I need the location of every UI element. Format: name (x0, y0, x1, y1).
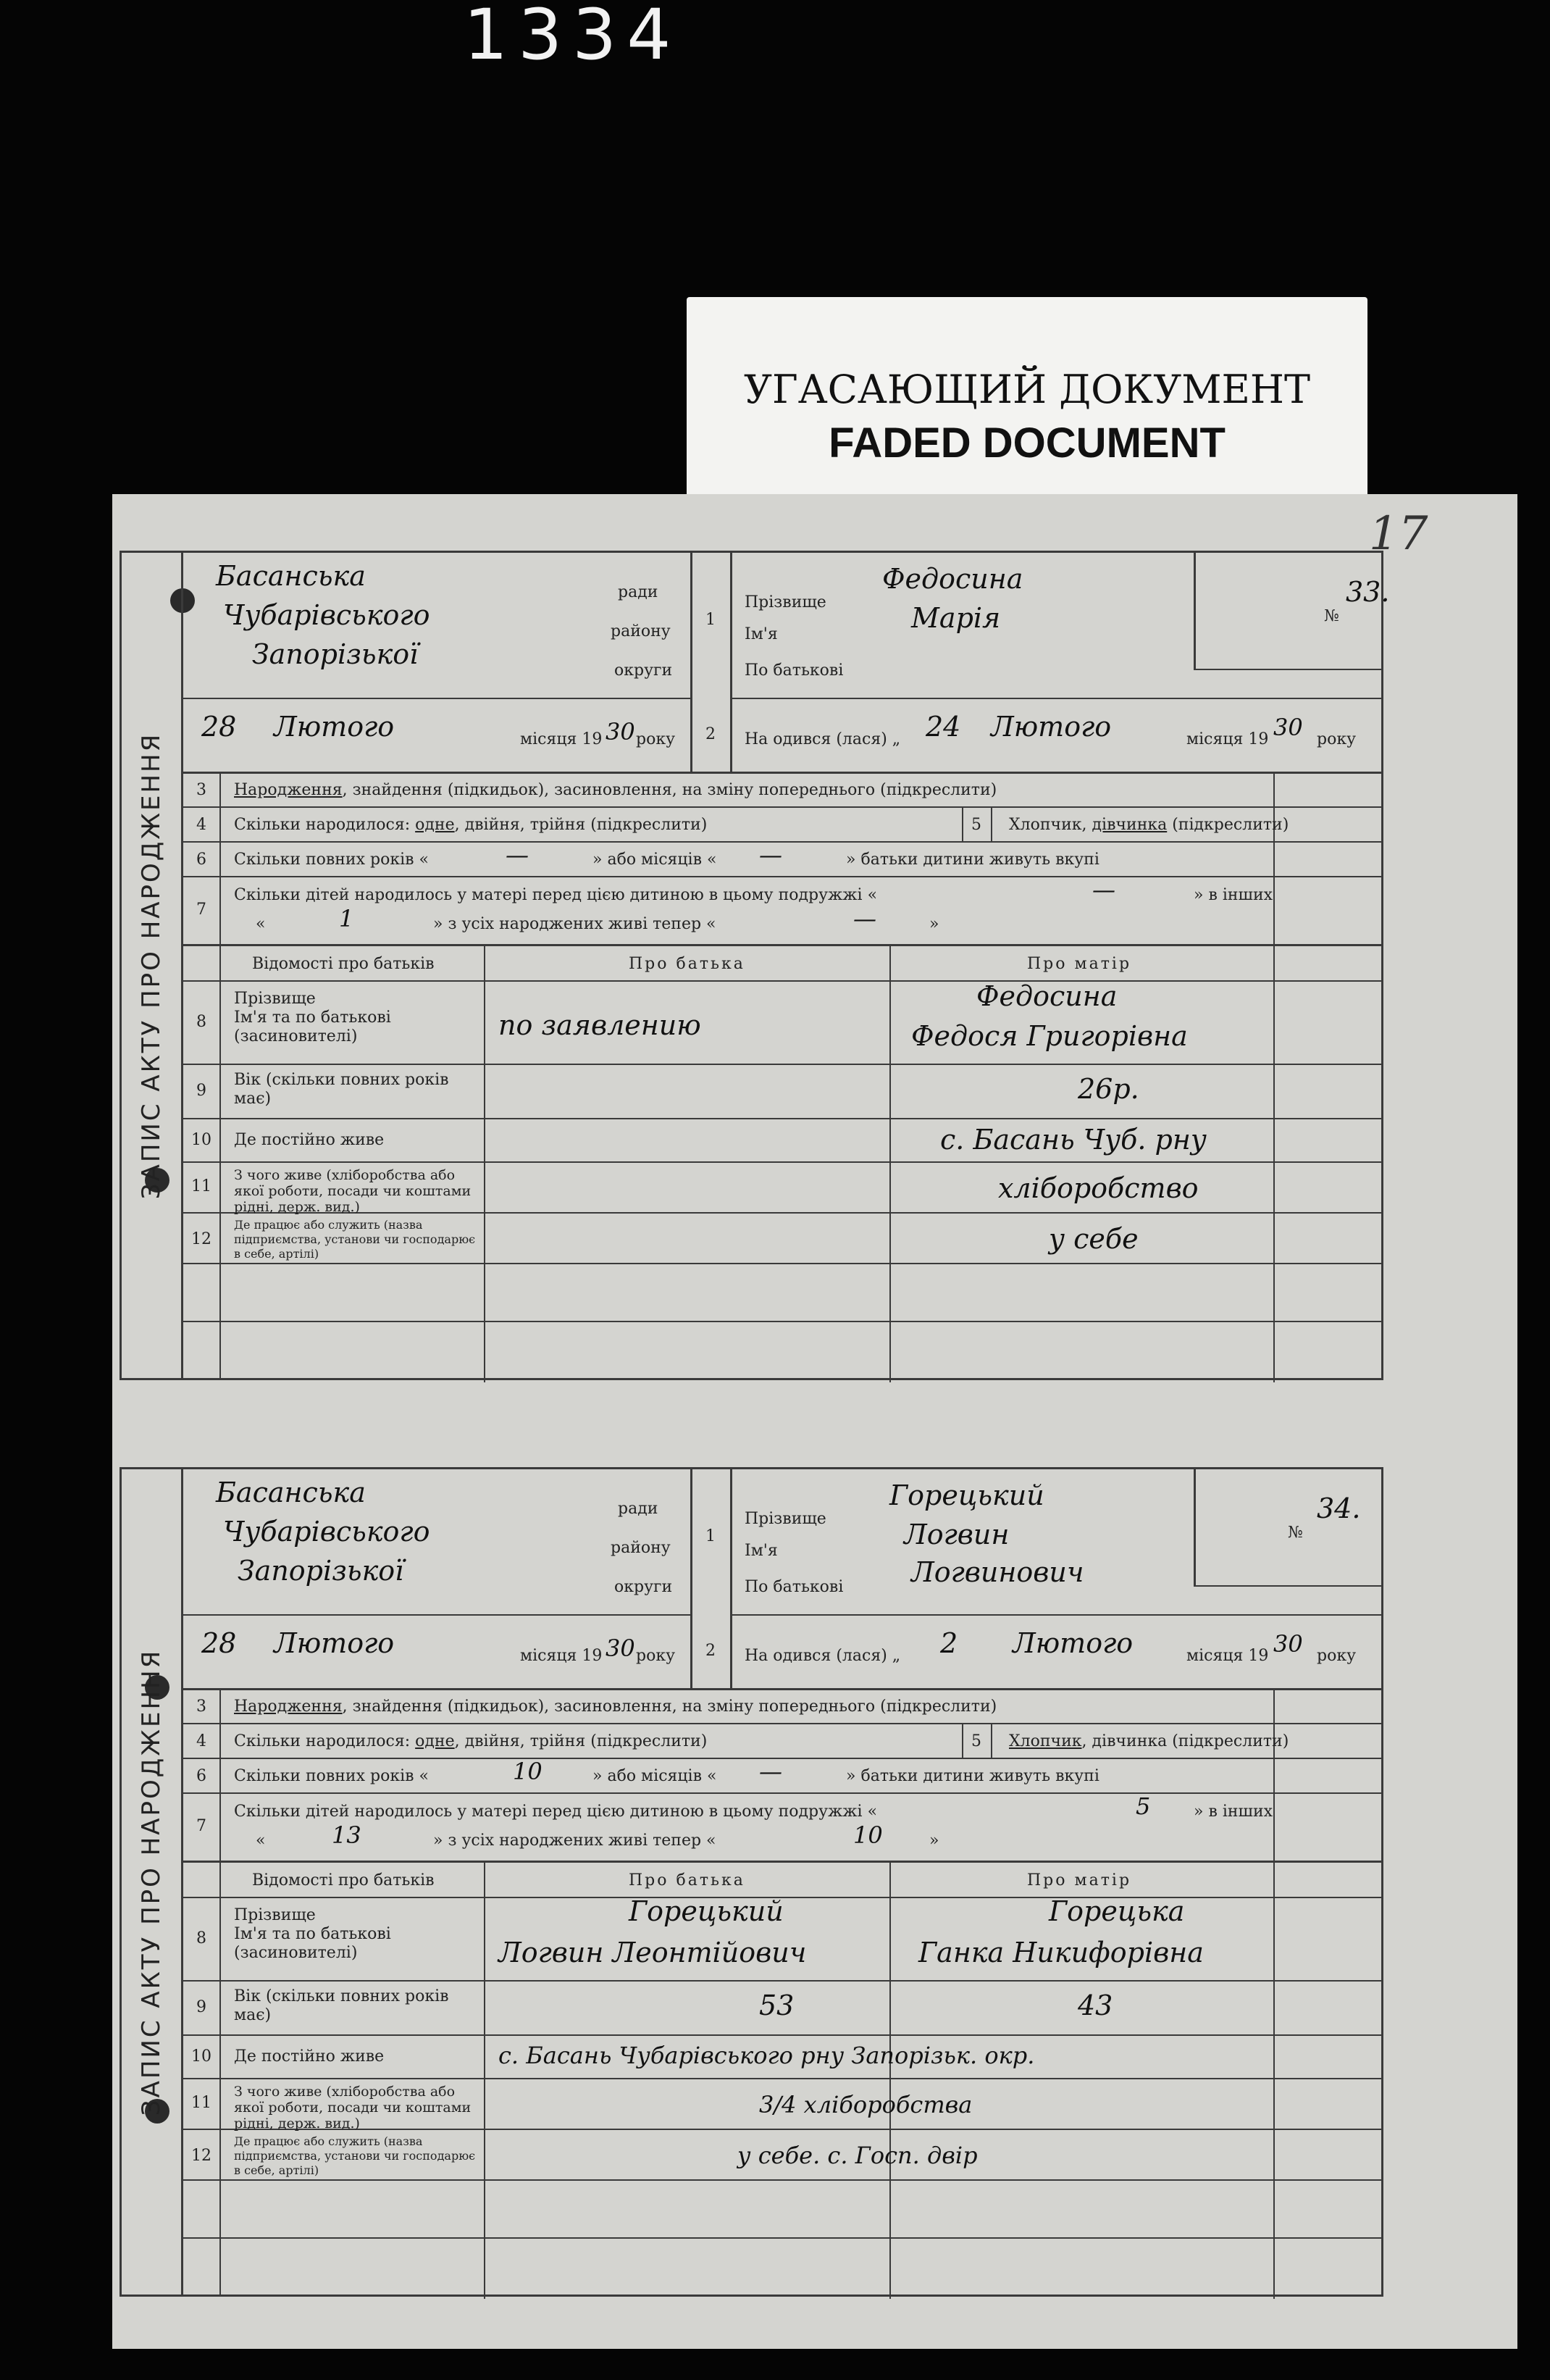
row-number: 11 (191, 1177, 211, 1195)
row7-other: 13 (332, 1821, 361, 1849)
record-number: 33. (1346, 576, 1390, 608)
side-title-box (122, 1469, 183, 2295)
birth-record-2 (120, 1467, 1383, 2297)
row5-girl: дівчинка (1092, 1732, 1168, 1750)
reg-month: Лютого (274, 1627, 395, 1659)
row7-c: « (256, 915, 266, 933)
label-patronymic: По батькові (745, 1578, 844, 1596)
row12-label: Де працює або служить (назва підприємства, установи чи господарює в себе, артілі) (234, 2134, 476, 2177)
place-council: Басанська (216, 1477, 366, 1508)
row10-label: Де постійно живе (234, 2047, 385, 2066)
row10-label: Де постійно живе (234, 1131, 385, 1149)
label-district: району (611, 622, 671, 640)
shared-work: у себе. с. Госп. двір (737, 2142, 978, 2169)
row11-label: З чого живе (хліборобства або якої роботи, посади чи коштами рідні, держ. вид.) (234, 2084, 472, 2131)
child-name: Марія (911, 602, 1001, 634)
row3-text (234, 1698, 997, 1716)
row-number: 9 (196, 1998, 206, 2016)
birth-month-label: місяця 19 (1186, 1647, 1269, 1665)
row6-b: » або місяців « (592, 1767, 717, 1785)
row-number: 1 (705, 1527, 716, 1545)
reg-day: 28 (201, 1627, 237, 1659)
mother-work: у себе (1049, 1223, 1139, 1255)
row-number: 3 (196, 781, 206, 799)
child-patronymic: Логвинович (911, 1556, 1084, 1588)
row4-prefix: Скільки народилося: (234, 1732, 416, 1750)
child-surname: Федосина (882, 563, 1023, 595)
birth-month: Лютого (991, 711, 1112, 743)
row4-prefix: Скільки народилося: (234, 816, 416, 834)
birth-year: 30 (1273, 714, 1303, 741)
row-number: 3 (196, 1698, 206, 1716)
child-name: Логвин (904, 1519, 1010, 1550)
mother-surname: Федосина (976, 980, 1118, 1012)
mother-residence: с. Басань Чуб. рну (940, 1124, 1207, 1156)
reg-year: 30 (606, 718, 635, 746)
place-district: Чубарівського (223, 599, 430, 631)
row6-b: » або місяців « (592, 851, 717, 869)
reg-month-label: місяця 19 (520, 730, 603, 748)
stamp-english: FADED DOCUMENT (829, 419, 1226, 467)
row4-rest: , двійня, трійня (підкреслити) (454, 816, 708, 834)
reg-month-label: місяця 19 (520, 1647, 603, 1665)
row-number: 6 (196, 851, 206, 869)
birth-record-1 (120, 551, 1390, 1380)
mother-name: Ганка Никифорівна (918, 1937, 1204, 1968)
reg-day: 28 (201, 711, 237, 743)
row3-event: Народження (234, 781, 343, 799)
father-r8: по заявлению (498, 1009, 701, 1041)
row3-event: Народження (234, 1698, 343, 1716)
shared-residence: с. Басань Чубарівського рну Запорізьк. окр. (498, 2042, 1035, 2069)
row6-c: » батьки дитини живуть вкупі (846, 851, 1099, 869)
side-title: ЗАПИС АКТУ ПРО НАРОДЖЕННЯ (137, 732, 166, 1199)
father-surname: Горецький (629, 1895, 784, 1927)
parents-header-mother: Про матір (1027, 955, 1132, 973)
label-patronymic: По батькові (745, 661, 844, 680)
row7-this-marriage: — (1092, 876, 1115, 903)
row6-c: » батьки дитини живуть вкупі (846, 1767, 1099, 1785)
row7-alive: — (853, 905, 876, 932)
label-council: ради (618, 583, 658, 601)
row4-text (234, 1732, 707, 1750)
row5-girl: дівчинка (1092, 816, 1168, 834)
row-number: 8 (196, 1929, 206, 1947)
label-okrug: округи (614, 1578, 673, 1596)
reg-year-label: року (636, 730, 676, 748)
row-number: 10 (191, 2047, 211, 2066)
row5-rest: (підкреслити) (1167, 816, 1289, 834)
birth-day: 2 (940, 1627, 958, 1659)
row6-years: 10 (513, 1758, 542, 1785)
row-number: 9 (196, 1082, 206, 1100)
row6-months: — (759, 841, 782, 869)
reg-year: 30 (606, 1634, 635, 1662)
child-surname: Горецький (889, 1479, 1044, 1511)
row7-d: » з усіх народжених живі тепер « (433, 915, 716, 933)
row6-a: Скільки повних років « (234, 851, 429, 869)
row-number: 2 (705, 1642, 716, 1660)
row5-boy: Хлопчик (1009, 1732, 1082, 1750)
row7-a: Скільки дітей народилось у матері перед цією дитиною в цьому подружжі « (234, 886, 878, 904)
row7-a: Скільки дітей народилось у матері перед цією дитиною в цьому подружжі « (234, 1803, 878, 1821)
label-born: На одився (лася) „ (745, 1647, 901, 1665)
place-okrug: Запорізької (238, 1555, 404, 1587)
stamp-russian: УГАСАЮЩИЙ ДОКУМЕНТ (743, 367, 1311, 412)
row12-label: Де працює або служить (назва підприємства, установи чи господарює в себе, артілі) (234, 1218, 476, 1261)
birth-day: 24 (926, 711, 961, 743)
birth-year-label: року (1317, 730, 1357, 748)
birth-month: Лютого (1013, 1627, 1134, 1659)
label-born: На одився (лася) „ (745, 730, 901, 748)
place-district: Чубарівського (223, 1516, 430, 1548)
reg-year-label: року (636, 1647, 676, 1665)
birth-month-label: місяця 19 (1186, 730, 1269, 748)
row7-alive: 10 (853, 1821, 883, 1849)
row5-text: Хлопчик, дівчинка (підкреслити) (1009, 1732, 1289, 1750)
label-district: району (611, 1539, 671, 1557)
row3-rest: , знайдення (підкидьок), засиновлення, на зміну попереднього (підкреслити) (342, 1698, 997, 1716)
label-surname: Прізвище (745, 593, 826, 611)
father-name: Логвин Леонтійович (498, 1937, 807, 1968)
row-number: 5 (971, 816, 981, 834)
place-okrug: Запорізької (252, 638, 419, 670)
row5-rest: (підкреслити) (1167, 1732, 1289, 1750)
record-number: 34. (1317, 1492, 1361, 1524)
side-title-box (122, 553, 183, 1378)
label-name: Ім'я (745, 625, 778, 643)
row-number: 12 (191, 1230, 211, 1248)
parents-header-father: Про батька (629, 955, 745, 973)
parents-header-label: Відомості про батьків (252, 955, 435, 973)
row7-c: « (256, 1832, 266, 1850)
row-number: 2 (705, 725, 716, 743)
row6-years: — (506, 841, 529, 869)
father-age: 53 (759, 1989, 795, 2021)
label-record-number: № (1324, 607, 1339, 625)
label-surname: Прізвище (745, 1510, 826, 1528)
side-title: ЗАПИС АКТУ ПРО НАРОДЖЕННЯ (137, 1648, 166, 2116)
row5-text: Хлопчик, дівчинка (підкреслити) (1009, 816, 1289, 834)
mother-occupation: хліборобство (998, 1172, 1199, 1204)
row-number: 7 (196, 901, 206, 919)
row7-d: » з усіх народжених живі тепер « (433, 1832, 716, 1850)
label-record-number: № (1288, 1524, 1303, 1542)
row4-single: одне (415, 1732, 455, 1750)
parents-header-father: Про батька (629, 1871, 745, 1890)
birth-year-label: року (1317, 1647, 1357, 1665)
row5-boy: Хлопчик (1009, 816, 1082, 834)
row-number: 12 (191, 2147, 211, 2165)
row7-b: » в інших (1194, 886, 1273, 904)
row6-months: — (759, 1758, 782, 1785)
folio-number: 17 (1369, 507, 1428, 561)
row-number: 7 (196, 1817, 206, 1835)
row4-text (234, 816, 707, 834)
row-number: 4 (196, 1732, 206, 1750)
row11-label: З чого живе (хліборобства або якої роботи, посади чи коштами рідні, держ. вид.) (234, 1167, 472, 1215)
label-okrug: округи (614, 661, 673, 680)
row-number: 5 (971, 1732, 981, 1750)
row8-label: Прізвище Ім'я та по батькові (засиновителі) (234, 1906, 391, 1962)
row4-single: одне (415, 816, 455, 834)
mother-surname: Горецька (1049, 1895, 1185, 1927)
row-number: 10 (191, 1131, 211, 1149)
birth-year: 30 (1273, 1630, 1303, 1658)
mother-name: Федося Григорівна (911, 1020, 1188, 1052)
label-council: ради (618, 1500, 658, 1518)
row9-label: Вік (скільки повних років має) (234, 1071, 449, 1108)
row9-label: Вік (скільки повних років має) (234, 1987, 449, 2024)
mother-age: 26р. (1078, 1073, 1139, 1105)
row3-text (234, 781, 997, 799)
faded-document-stamp (687, 297, 1367, 507)
row7-e: » (929, 1832, 939, 1850)
row6-a: Скільки повних років « (234, 1767, 429, 1785)
row-number: 4 (196, 816, 206, 834)
shared-occupation: 3/4 хліборобства (759, 2091, 973, 2118)
row-number: 8 (196, 1013, 206, 1031)
frame-number: 1334 (464, 0, 682, 75)
row-number: 1 (705, 611, 716, 629)
row-number: 6 (196, 1767, 206, 1785)
reg-month: Лютого (274, 711, 395, 743)
row-number: 11 (191, 2094, 211, 2112)
row7-other: 1 (339, 905, 354, 932)
mother-age: 43 (1078, 1989, 1113, 2021)
row4-rest: , двійня, трійня (підкреслити) (454, 1732, 708, 1750)
row7-e: » (929, 915, 939, 933)
label-name: Ім'я (745, 1542, 778, 1560)
row3-rest: , знайдення (підкидьок), засиновлення, на зміну попереднього (підкреслити) (342, 781, 997, 799)
row7-this-marriage: 5 (1136, 1792, 1151, 1820)
parents-header-mother: Про матір (1027, 1871, 1132, 1890)
row8-label: Прізвище Ім'я та по батькові (засиновителі) (234, 990, 391, 1045)
place-council: Басанська (216, 560, 366, 592)
parents-header-label: Відомості про батьків (252, 1871, 435, 1890)
row7-b: » в інших (1194, 1803, 1273, 1821)
